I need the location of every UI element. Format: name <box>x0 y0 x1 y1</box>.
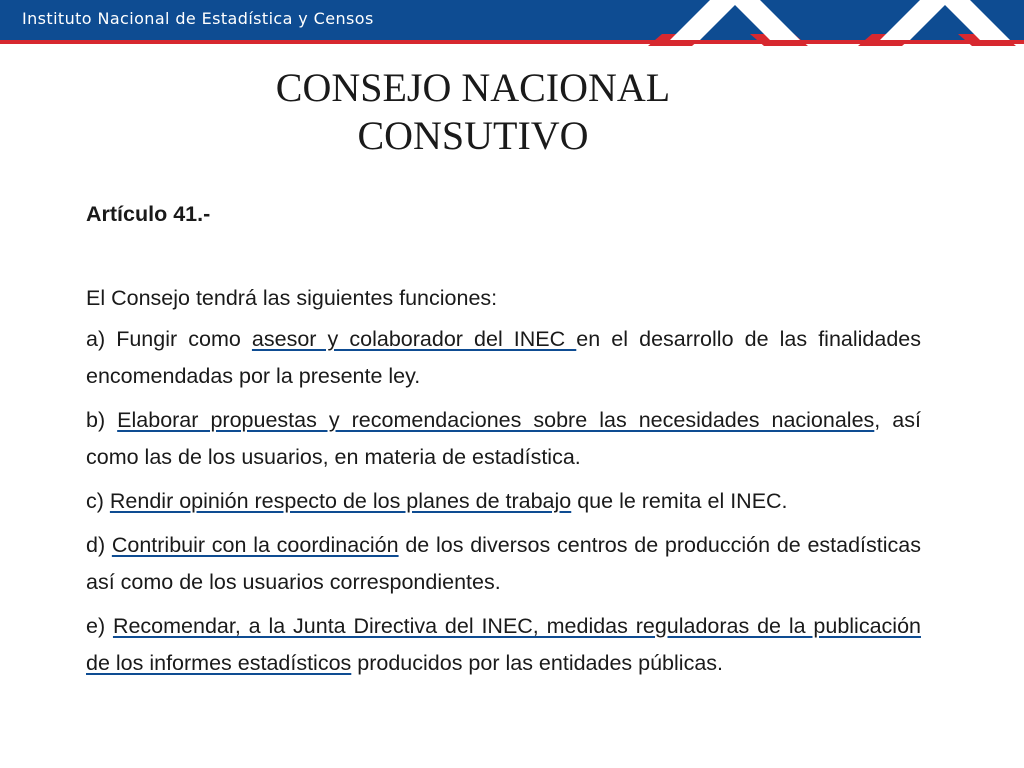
slide-title-line-2: CONSUTIVO <box>357 113 589 158</box>
slide-title-line-1: CONSEJO NACIONAL <box>275 65 671 110</box>
article-heading: Artículo 41.- <box>86 202 211 226</box>
slide-title <box>200 64 746 160</box>
item-prefix: c) <box>86 489 110 513</box>
function-item-c <box>86 483 921 520</box>
function-item-b <box>86 402 921 476</box>
item-underlined-text: Recomendar, a la Junta Directiva del INEC, medidas reguladoras de la publicación de los informes estadísticos <box>86 614 921 675</box>
article-intro: El Consejo tendrá las siguientes funciones: <box>86 286 498 310</box>
item-underlined-text: Elaborar propuestas y recomendaciones sobre las necesidades nacionales <box>117 408 875 432</box>
function-item-d <box>86 527 921 601</box>
item-suffix: que le remita el INEC. <box>571 489 788 513</box>
item-prefix: b) <box>86 408 118 432</box>
article-body <box>86 196 921 682</box>
item-underlined-text: Contribuir con la coordinación <box>111 533 399 557</box>
item-prefix: e) <box>86 614 113 638</box>
function-item-a <box>86 321 921 395</box>
institution-name: Instituto Nacional de Estadística y Censos <box>22 9 374 28</box>
item-suffix: de los diversos centros de producción de estadísticas así como de los usuarios correspondientes. <box>86 533 921 594</box>
function-item-e <box>86 608 921 682</box>
item-prefix: d) <box>86 533 112 557</box>
item-suffix: producidos por las entidades públicas. <box>351 651 724 675</box>
spacer <box>86 233 921 280</box>
item-suffix: en el desarrollo de las finalidades encomendadas por la presente ley. <box>86 327 921 388</box>
item-suffix: , así como las de los usuarios, en materia de estadística. <box>86 408 921 469</box>
item-prefix: a) Fungir como <box>86 327 252 351</box>
item-underlined-text: asesor y colaborador del INEC <box>251 327 577 351</box>
item-underlined-text: Rendir opinión respecto de los planes de trabajo <box>109 489 572 513</box>
